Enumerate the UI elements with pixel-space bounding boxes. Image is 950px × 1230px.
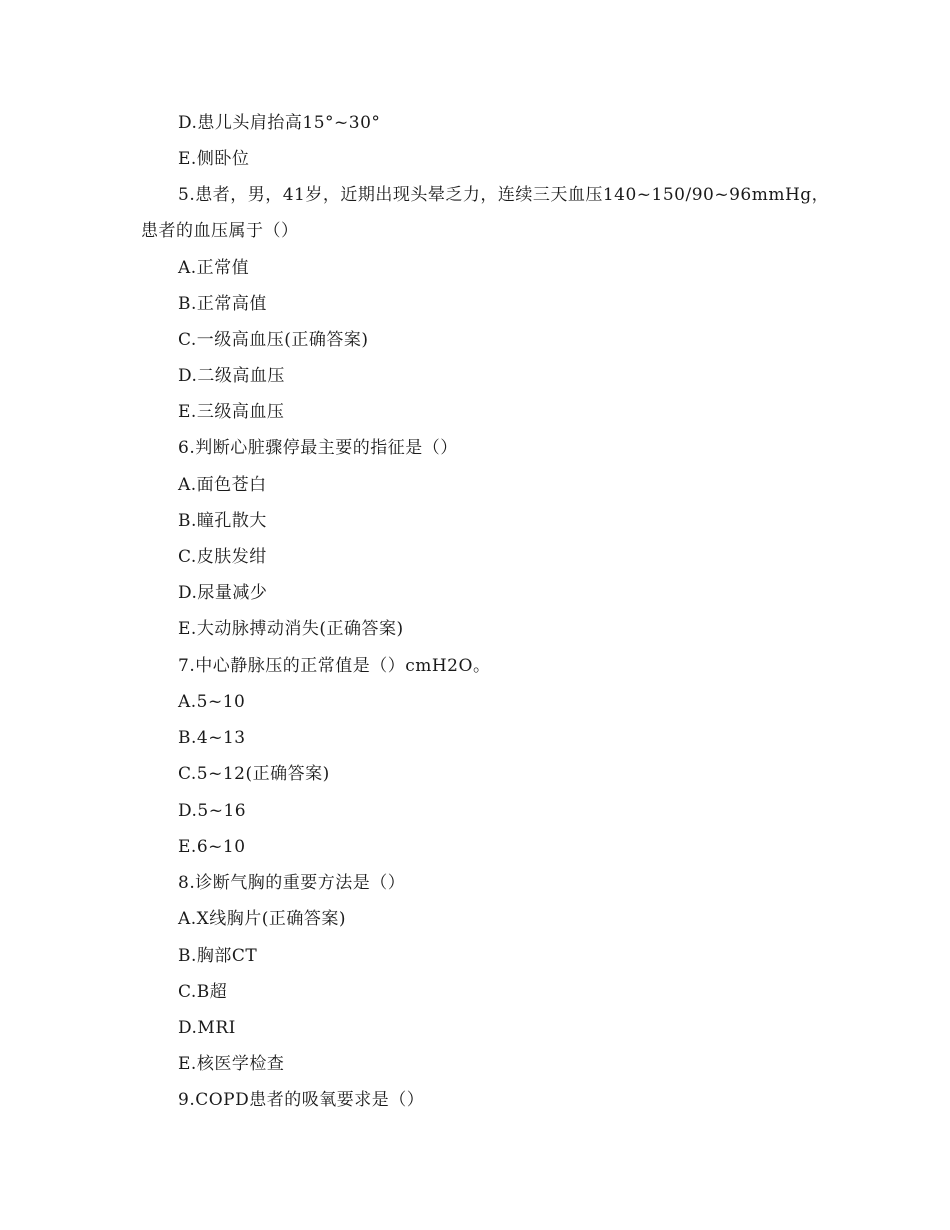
option-line: B.正常高值 (178, 294, 267, 314)
option-line: E.核医学检查 (178, 1054, 285, 1074)
option-line: A.X线胸片(正确答案) (178, 909, 347, 929)
option-line: C.B超 (178, 982, 228, 1002)
option-line: E.三级高血压 (178, 402, 285, 422)
question-line: 5.患者，男，41岁，近期出现头晕乏力，连续三天血压140~150/90~96mmHg， (178, 185, 830, 205)
option-line: D.患儿头肩抬高15°~30° (178, 113, 381, 133)
option-line: A.正常值 (178, 258, 250, 278)
option-line: D.MRI (178, 1018, 236, 1038)
option-line: A.面色苍白 (178, 475, 267, 495)
question-line: 6.判断心脏骤停最主要的指征是（） (178, 438, 458, 458)
option-line: C.皮肤发绀 (178, 547, 267, 567)
option-line: C.5~12(正确答案) (178, 764, 330, 784)
option-line: D.二级高血压 (178, 366, 285, 386)
option-line: E.6~10 (178, 837, 246, 857)
option-line: D.5~16 (178, 801, 247, 821)
option-line: D.尿量减少 (178, 583, 268, 603)
question-line: 8.诊断气胸的重要方法是（） (178, 873, 406, 893)
question-line: 7.中心静脉压的正常值是（）cmH2O。 (178, 656, 491, 676)
option-line: C.一级高血压(正确答案) (178, 330, 369, 350)
option-line: B.胸部CT (178, 946, 258, 966)
option-line: E.大动脉搏动消失(正确答案) (178, 619, 404, 639)
option-line: A.5~10 (178, 692, 246, 712)
question-line: 9.COPD患者的吸氧要求是（） (178, 1090, 425, 1110)
option-line: E.侧卧位 (178, 149, 250, 169)
option-line: B.4~13 (178, 728, 246, 748)
question-continuation-line: 患者的血压属于（） (141, 221, 299, 241)
option-line: B.瞳孔散大 (178, 511, 267, 531)
